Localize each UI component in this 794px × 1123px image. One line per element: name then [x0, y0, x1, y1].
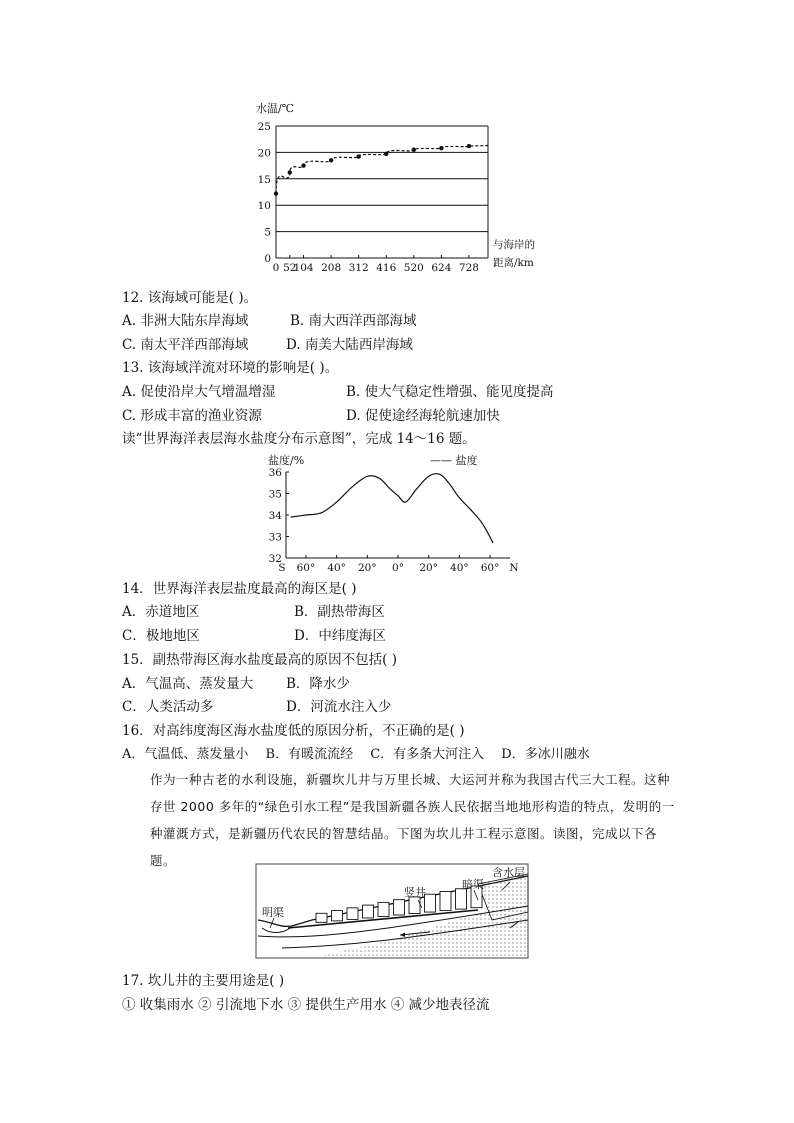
q15-option-c[interactable]: C．人类活动多	[122, 699, 214, 715]
x-tick-label: 20°	[419, 562, 438, 574]
karez-passage-text: 作为一种古老的水利设施，新疆坎儿井与万里长城、大运河并称为我国古代三大工程。这种存世 2000 多年的“绿色引水工程”是我国新疆各族人民依据当地地形构造的特点，发明的一种灌溉方式，是新疆历代农民的智慧结晶。下图为坎儿井工程示意图。读图，完成以下各题。	[150, 772, 675, 868]
data-point-728	[467, 144, 471, 148]
x-tick-label: 60°	[296, 562, 316, 574]
x-tick-label: 728	[458, 262, 479, 274]
q13-stem: 13. 该海域洋流对环境的影响是( )。	[122, 360, 339, 376]
open-canal	[262, 928, 290, 933]
q14-option-a[interactable]: A．赤道地区	[122, 604, 200, 620]
y-tick-label: 10	[257, 200, 271, 213]
q15-option-a[interactable]: A．气温高、蒸发量大	[122, 676, 254, 692]
q14-option-c[interactable]: C．极地地区	[122, 628, 200, 644]
label-anqu: 暗渠	[462, 878, 484, 891]
y-tick-label: 15	[257, 173, 271, 186]
x-tick-label: 60°	[480, 562, 500, 574]
data-point-312	[356, 154, 360, 158]
vertical-shaft	[409, 897, 420, 914]
data-point-208	[329, 158, 333, 162]
q12-option-a[interactable]: A. 非洲大陆东岸海域	[122, 313, 249, 329]
data-point-624	[439, 146, 443, 150]
y-tick-label: 33	[268, 531, 282, 544]
q14-option-b[interactable]: B．副热带海区	[294, 604, 385, 620]
karez-passage	[122, 766, 682, 874]
y-tick-label: 32	[268, 553, 282, 565]
chart2-ylabel: 盐度/%	[268, 454, 305, 467]
y-tick-label: 34	[268, 510, 282, 522]
q16-stem: 16．对高纬度海区海水盐度低的原因分析，不正确的是( )	[122, 723, 465, 739]
q17-options[interactable]: ① 收集雨水 ② 引流地下水 ③ 提供生产用水 ④ 减少地表径流	[122, 997, 490, 1013]
y-tick-label: 35	[268, 488, 282, 501]
q14-option-d[interactable]: D．中纬度海区	[294, 628, 386, 644]
salinity-chart	[262, 450, 532, 576]
x-tick-label: 0°	[392, 562, 404, 574]
x-tick-label: 624	[431, 262, 452, 274]
chart1-xlabel-line2: 距离/km	[493, 257, 534, 269]
x-tick-label: 40°	[327, 562, 346, 574]
intro-14-16: 读“世界海洋表层海水盐度分布示意图”，完成 14～16 题。	[122, 431, 476, 447]
q13-option-c[interactable]: C. 形成丰富的渔业资源	[122, 408, 262, 424]
q14-stem: 14．世界海洋表层盐度最高的海区是( )	[122, 581, 357, 597]
y-tick-label: 36	[268, 467, 282, 479]
x-tick-label: 0	[272, 262, 280, 274]
q15-option-b[interactable]: B．降水少	[286, 676, 350, 692]
chart1-ylabel: 水温/℃	[256, 102, 295, 115]
q15-stem: 15．副热带海区海水盐度最高的原因不包括( )	[122, 652, 398, 668]
x-tick-label: 208	[321, 262, 342, 274]
vertical-shaft	[378, 902, 389, 916]
x-tick-label: 520	[403, 262, 424, 274]
y-tick-label: 0	[264, 253, 271, 265]
vertical-shaft	[425, 894, 436, 912]
q13-option-a[interactable]: A. 促使沿岸大气增温增湿	[122, 384, 276, 400]
salinity-line	[291, 474, 494, 543]
flow-arrow-head	[400, 933, 405, 938]
q16-options[interactable]: A．气温低、蒸发量小 B．有暖流流经 C．有多条大河注入 D．多冰川融水	[122, 747, 590, 762]
vertical-shaft	[316, 913, 327, 922]
q12-option-d[interactable]: D. 南美大陆西岸海域	[286, 337, 413, 353]
data-point-0	[274, 191, 278, 195]
x-tick-label: N	[509, 562, 519, 574]
chart1-xlabel-line1: 与海岸的	[493, 239, 535, 251]
data-point-52	[288, 170, 292, 174]
vertical-shaft	[332, 911, 343, 921]
vertical-shaft	[363, 905, 374, 918]
q13-option-b[interactable]: B. 使大气稳定性增强、能见度提高	[346, 384, 554, 400]
vertical-shaft	[394, 900, 405, 915]
q12-option-b[interactable]: B. 南大西洋西部海域	[290, 313, 417, 329]
chart2-legend: —— 盐度	[430, 454, 478, 467]
y-tick-label: 25	[257, 121, 271, 133]
x-tick-label: 104	[293, 262, 314, 274]
data-point-520	[412, 148, 416, 152]
label-mingqu: 明渠	[262, 906, 284, 919]
data-point-416	[384, 152, 388, 156]
x-tick-label: S	[278, 562, 286, 574]
q15-option-d[interactable]: D．河流水注入少	[286, 699, 392, 715]
x-tick-label: 40°	[450, 562, 469, 574]
y-tick-label: 5	[264, 226, 271, 239]
x-tick-label: 52	[283, 262, 297, 274]
y-tick-label: 20	[257, 147, 271, 160]
vertical-shaft	[347, 908, 358, 920]
q12-stem: 12. 该海域可能是( )。	[122, 290, 258, 306]
label-hanshuiceng: 含水层	[492, 866, 525, 879]
karez-diagram	[252, 862, 532, 962]
x-tick-label: 20°	[358, 562, 377, 574]
water-temp-chart	[250, 98, 550, 276]
x-tick-label: 416	[376, 262, 397, 274]
vertical-shaft	[456, 889, 467, 909]
q13-option-d[interactable]: D. 促使途经海轮航速加快	[346, 408, 500, 424]
q12-option-c[interactable]: C. 南太平洋西部海域	[122, 337, 249, 353]
x-tick-label: 312	[348, 262, 369, 274]
data-point-104	[301, 163, 305, 167]
q17-stem: 17. 坎儿井的主要用途是( )	[122, 973, 285, 989]
label-shujing: 竖井	[404, 886, 426, 899]
vertical-shaft	[440, 891, 451, 910]
